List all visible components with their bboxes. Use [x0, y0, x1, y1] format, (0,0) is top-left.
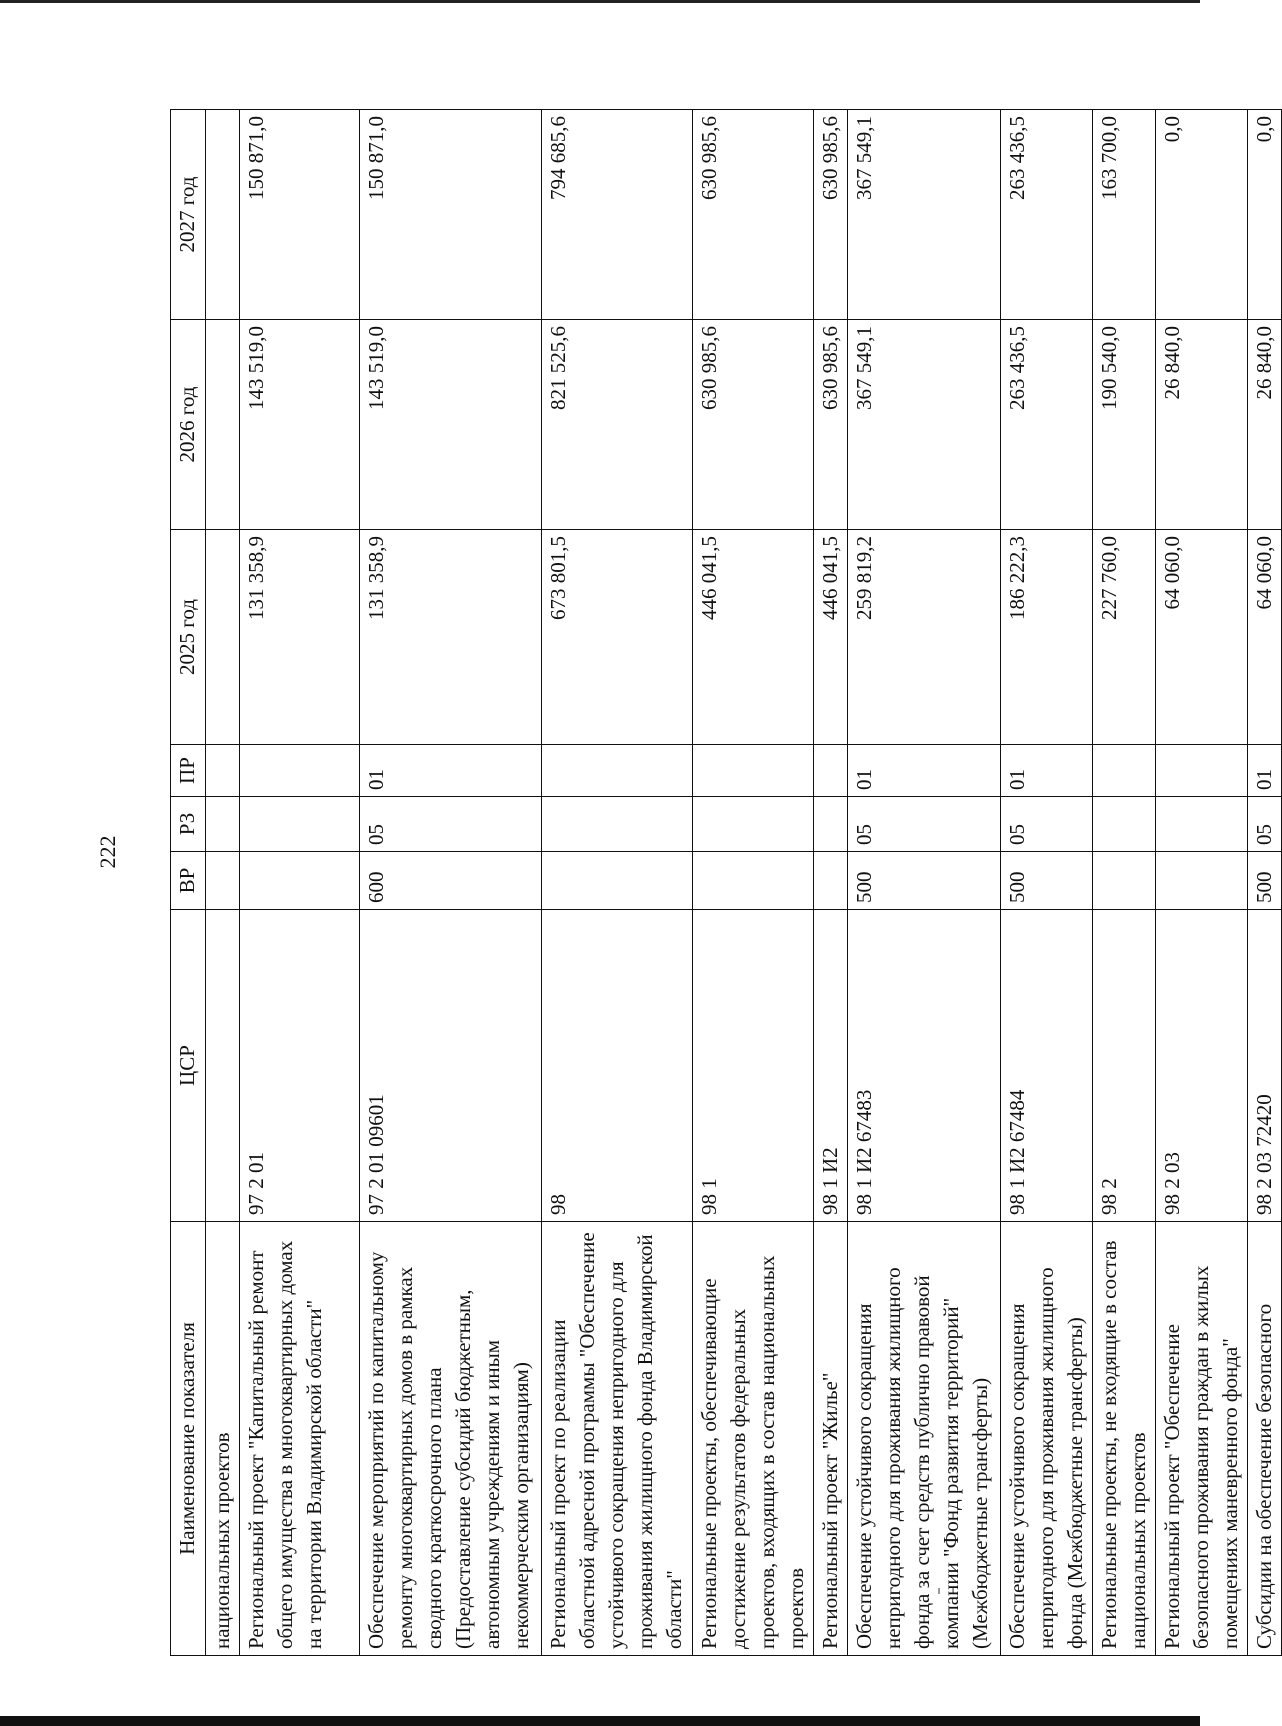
- scan-top-border: [0, 0, 1200, 3]
- cell-year-2026: 190 540,0: [1093, 320, 1156, 530]
- table-row: [848, 110, 1001, 1656]
- cell-indicator-name: Обеспечение устойчивого сокращения непригодного для проживания жилищного фонда (Межбюджетные трансферты): [1001, 1222, 1093, 1656]
- cell-vr: [542, 852, 693, 910]
- scan-bottom-border: [0, 1716, 1200, 1726]
- cell-pr: [693, 745, 814, 797]
- cell-indicator-name: Региональный проект "Капитальный ремонт общего имущества в многоквартирных домах на территории Владимирской области": [240, 1222, 360, 1656]
- table-row: [360, 110, 542, 1656]
- cell-pr: 01: [1248, 745, 1282, 797]
- cell-year-2027: 630 985,6: [693, 110, 814, 320]
- cell-year-2025: 446 041,5: [814, 530, 848, 745]
- cell-pr: [1093, 745, 1156, 797]
- cell-indicator-name: Субсидии на обеспечение безопасного: [1248, 1222, 1282, 1656]
- cell-rz: [240, 797, 360, 852]
- cell-csr: 97 2 01: [240, 910, 360, 1222]
- cell-indicator-name: национальных проектов: [206, 1222, 240, 1656]
- cell-csr: 98 2: [1093, 910, 1156, 1222]
- cell-year-2025: 227 760,0: [1093, 530, 1156, 745]
- header-rz: РЗ: [171, 797, 206, 852]
- table-row: [206, 110, 240, 1656]
- header-2026: 2026 год: [171, 320, 206, 530]
- cell-year-2025: 64 060,0: [1156, 530, 1248, 745]
- header-pr: ПР: [171, 745, 206, 797]
- cell-year-2026: 367 549,1: [848, 320, 1001, 530]
- cell-csr: 98: [542, 910, 693, 1222]
- cell-csr: 98 2 03 72420: [1248, 910, 1282, 1222]
- cell-year-2026: 630 985,6: [814, 320, 848, 530]
- cell-pr: [206, 745, 240, 797]
- header-2025: 2025 год: [171, 530, 206, 745]
- header-vr: ВР: [171, 852, 206, 910]
- cell-indicator-name: Обеспечение мероприятий по капитальному ремонту многоквартирных домов в рамках сводного краткосрочного плана (Предоставление субсидий бюджетным, автономным учреждениям и иным некоммерческим организациям): [360, 1222, 542, 1656]
- cell-year-2027: 150 871,0: [240, 110, 360, 320]
- cell-year-2025: 131 358,9: [360, 530, 542, 745]
- cell-indicator-name: Региональные проекты, обеспечивающие достижение результатов федеральных проектов, входящих в состав национальных проектов: [693, 1222, 814, 1656]
- cell-rz: [814, 797, 848, 852]
- table-body: [206, 110, 1282, 1656]
- cell-csr: 98 1: [693, 910, 814, 1222]
- cell-year-2027: 150 871,0: [360, 110, 542, 320]
- cell-year-2027: 163 700,0: [1093, 110, 1156, 320]
- budget-table-container: [170, 110, 1276, 1656]
- cell-pr: [240, 745, 360, 797]
- cell-year-2026: 143 519,0: [360, 320, 542, 530]
- table-row: [240, 110, 360, 1656]
- cell-vr: 500: [848, 852, 1001, 910]
- cell-rz: [693, 797, 814, 852]
- cell-year-2025: 186 222,3: [1001, 530, 1093, 745]
- cell-csr: 98 2 03: [1156, 910, 1248, 1222]
- cell-vr: 500: [1001, 852, 1093, 910]
- cell-vr: [814, 852, 848, 910]
- cell-year-2027: 367 549,1: [848, 110, 1001, 320]
- table-row: [814, 110, 848, 1656]
- cell-year-2025: 446 041,5: [693, 530, 814, 745]
- header-2027: 2027 год: [171, 110, 206, 320]
- cell-vr: [1093, 852, 1156, 910]
- table-row: [1156, 110, 1248, 1656]
- cell-vr: [693, 852, 814, 910]
- cell-csr: 98 1 И2 67483: [848, 910, 1001, 1222]
- cell-rz: [542, 797, 693, 852]
- budget-table: [170, 109, 1282, 1656]
- cell-year-2026: 26 840,0: [1156, 320, 1248, 530]
- cell-pr: 01: [1001, 745, 1093, 797]
- table-row: [693, 110, 814, 1656]
- cell-vr: [1156, 852, 1248, 910]
- table-row: [1093, 110, 1156, 1656]
- cell-year-2026: 821 525,6: [542, 320, 693, 530]
- cell-rz: [206, 797, 240, 852]
- cell-pr: [542, 745, 693, 797]
- cell-year-2026: 143 519,0: [240, 320, 360, 530]
- cell-csr: 97 2 01 09601: [360, 910, 542, 1222]
- cell-year-2025: 64 060,0: [1248, 530, 1282, 745]
- cell-year-2025: 131 358,9: [240, 530, 360, 745]
- cell-indicator-name: Обеспечение устойчивого сокращения непригодного для проживания жилищного фонда за счет средств публично правовой компании "Фонд развития территорий" (Межбюджетные трансферты): [848, 1222, 1001, 1656]
- cell-rz: 05: [360, 797, 542, 852]
- cell-csr: 98 1 И2: [814, 910, 848, 1222]
- cell-year-2026: 26 840,0: [1248, 320, 1282, 530]
- cell-year-2027: 0,0: [1248, 110, 1282, 320]
- cell-year-2025: 673 801,5: [542, 530, 693, 745]
- page-number: 222: [95, 835, 120, 869]
- cell-pr: [1156, 745, 1248, 797]
- cell-year-2025: 259 819,2: [848, 530, 1001, 745]
- cell-rz: 05: [1248, 797, 1282, 852]
- header-indicator-name: Наименование показателя: [171, 1222, 206, 1656]
- cell-csr: [206, 910, 240, 1222]
- cell-rz: [1156, 797, 1248, 852]
- header-csr: ЦСР: [171, 910, 206, 1222]
- cell-rz: 05: [848, 797, 1001, 852]
- cell-vr: 600: [360, 852, 542, 910]
- cell-csr: 98 1 И2 67484: [1001, 910, 1093, 1222]
- cell-year-2027: 630 985,6: [814, 110, 848, 320]
- cell-rz: 05: [1001, 797, 1093, 852]
- table-header-row: [171, 110, 206, 1656]
- cell-vr: [206, 852, 240, 910]
- cell-year-2027: 0,0: [1156, 110, 1248, 320]
- cell-indicator-name: Региональные проекты, не входящие в состав национальных проектов: [1093, 1222, 1156, 1656]
- cell-year-2026: 630 985,6: [693, 320, 814, 530]
- table-row: [1001, 110, 1093, 1656]
- cell-pr: 01: [848, 745, 1001, 797]
- cell-vr: [240, 852, 360, 910]
- cell-indicator-name: Региональный проект "Жилье": [814, 1222, 848, 1656]
- cell-year-2027: 263 436,5: [1001, 110, 1093, 320]
- cell-year-2026: 263 436,5: [1001, 320, 1093, 530]
- cell-year-2025: [206, 530, 240, 745]
- cell-year-2027: [206, 110, 240, 320]
- cell-vr: 500: [1248, 852, 1282, 910]
- cell-pr: 01: [360, 745, 542, 797]
- table-row: [542, 110, 693, 1656]
- table-row: [1248, 110, 1282, 1656]
- cell-year-2026: [206, 320, 240, 530]
- cell-year-2027: 794 685,6: [542, 110, 693, 320]
- cell-indicator-name: Региональный проект "Обеспечение безопасного проживания граждан в жилых помещениях маневренного фонда": [1156, 1222, 1248, 1656]
- cell-rz: [1093, 797, 1156, 852]
- cell-pr: [814, 745, 848, 797]
- cell-indicator-name: Региональный проект по реализации областной адресной программы "Обеспечение устойчивого сокращения непригодного для проживания жилищного фонда Владимирской области": [542, 1222, 693, 1656]
